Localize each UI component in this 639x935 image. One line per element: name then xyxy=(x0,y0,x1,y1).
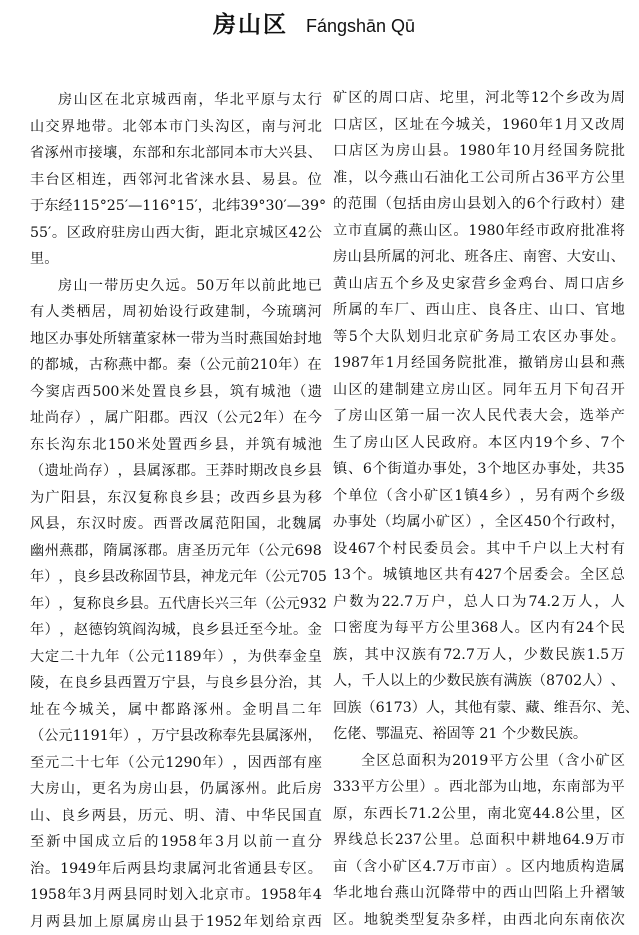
text-line: 里。 xyxy=(30,246,322,273)
text-line: 个 单 位 （ 含 小 矿 区 1 镇 4 乡 ） ， 另 有 两 个 乡 级 xyxy=(333,483,625,510)
text-line: 55′ 。 区 政 府 驻 房 山 西 大 街 ， 距 北 京 城 区 42 公 xyxy=(30,220,322,247)
text-line: 大 房 山 ， 更 名 为 房 山 县 ， 仍 属 涿 州 。 此 后 房 xyxy=(30,776,322,803)
text-line: 山 、 良 乡 两 县 ， 历 元 、 明 、 清 、 中 华 民 国 直 xyxy=(30,803,322,830)
text-line: 东 长 沟 东 北 150 米 处 置 西 乡 县 ， 并 筑 有 城 池 xyxy=(30,432,322,459)
left-text-column xyxy=(30,87,322,935)
text-line: 至 新 中 国 成 立 后 的 1958 年 3 月 以 前 一 直 分 xyxy=(30,829,322,856)
text-line: 等 5 个 大 队 划 归 北 京 矿 务 局 工 农 区 办 事 处 。 xyxy=(333,324,625,351)
text-line: 山 区 的 建 制 建 立 房 山 区 。 同 年 五 月 下 旬 召 开 xyxy=(333,377,625,404)
text-line: 今 窦 店 西 500 米 处 置 良 乡 县 ， 筑 有 城 池 （ 遗 xyxy=(30,379,322,406)
text-line: 为 广 阳 县 ， 东 汉 复 称 良 乡 县 ； 改 西 乡 县 为 移 xyxy=(30,485,322,512)
text-line: 区 。 地 貌 类 型 复 杂 多 样 ， 由 西 北 向 东 南 依 次 xyxy=(333,907,625,934)
page-header xyxy=(0,0,628,58)
text-line: 333 平 方 公 里 ） 。 西 北 部 为 山 地 ， 东 南 部 为 平 xyxy=(333,774,625,801)
text-line: 址 尚 存 ） ， 属 广 阳 郡 。 西 汉 （ 公 元 2 年 ） 在 今 xyxy=(30,405,322,432)
text-line: 房 山 区 在 北 京 城 西 南 ， 华 北 平 原 与 太 行 xyxy=(30,87,322,114)
text-line: 于 东 经 115°25′ — 116°15′ ， 北 纬 39°30′ — 39° xyxy=(30,193,322,220)
text-line: 治 。 1949 年 后 两 县 均 隶 属 河 北 省 通 县 专 区 。 xyxy=(30,856,322,883)
text-line: 丰 台 区 相 连 ， 西 邻 河 北 省 涞 水 县 、 易 县 。 位 xyxy=(30,167,322,194)
text-line: 址 在 今 城 关 ， 属 中 都 路 涿 州 。 金 明 昌 二 年 xyxy=(30,697,322,724)
text-line: 族 ， 其 中 汉 族 有 72.7 万 人 ， 少 数 民 族 1.5 万 xyxy=(333,642,625,669)
text-line: 原 ， 东 西 长 71.2 公 里 ， 南 北 宽 44.8 公 里 ， 区 xyxy=(333,801,625,828)
text-line: 山 交 界 地 带 。 北 邻 本 市 门 头 沟 区 ， 南 与 河 北 xyxy=(30,114,322,141)
page-title: 房山区 xyxy=(213,6,288,39)
text-line: 生 了 房 山 区 人 民 政 府 。 本 区 内 19 个 乡 、 7 个 xyxy=(333,430,625,457)
text-line: 回 族 （ 6173 ） 人 ， 其 他 有 蒙 、 藏 、 维 吾 尔 、 羌 、 xyxy=(333,695,625,722)
text-line: 仡佬、鄂温克、裕固等 21 个少数民族。 xyxy=(333,721,625,748)
text-line: 口 店 区 ， 区 址 在 今 城 关 ， 1960 年 1 月 又 改 周 xyxy=(333,112,625,139)
text-line: 年 ） ， 赵 德 钧 筑 阎 沟 城 ， 良 乡 县 迁 至 今 址 。 金 xyxy=(30,617,322,644)
text-line: 立 市 直 属 的 燕 山 区 。 1980 年 经 市 政 府 批 准 将 xyxy=(333,218,625,245)
text-line: 幽 州 燕 郡 ， 隋 属 涿 郡 。 唐 圣 历 元 年 （ 公 元 698 xyxy=(30,538,322,565)
text-line: 房 山 县 所 属 的 河 北 、 班 各 庄 、 南 窖 、 大 安 山 、 xyxy=(333,244,625,271)
text-line: 陵 ， 在 良 乡 县 西 置 万 宁 县 ， 与 良 乡 县 分 治 ， 其 xyxy=(30,670,322,697)
text-line: 准 ， 以 今 燕 山 石 油 化 工 公 司 所 占 36 平 方 公 里 xyxy=(333,165,625,192)
text-line: 1958 年 3 月 两 县 同 时 划 入 北 京 市 。 1958 年 4 xyxy=(30,882,322,909)
text-line: 口 密 度 为 每 平 方 公 里 368 人 。 区 内 有 24 个 民 xyxy=(333,615,625,642)
text-line: 的 范 围 （ 包 括 由 房 山 县 划 入 的 6 个 行 政 村 ） 建 xyxy=(333,191,625,218)
text-line: 黄 山 店 五 个 乡 及 史 家 营 乡 金 鸡 台 、 周 口 店 乡 xyxy=(333,271,625,298)
text-line: （ 公 元 1191 年 ） ， 万 宁 县 改 称 奉 先 县 属 涿 州 ， xyxy=(30,723,322,750)
text-line: 地 区 办 事 处 所 辖 董 家 林 一 带 为 当 时 燕 国 始 封 地 xyxy=(30,326,322,353)
text-line: 房 山 一 带 历 史 久 远 。 50 万 年 以 前 此 地 已 xyxy=(30,273,322,300)
text-line: 人 ， 千 人 以 上 的 少 数 民 族 有 满 族 （ 8702 人 ） 、 xyxy=(333,668,625,695)
text-line: 界 线 总 长 237 公 里 。 总 面 积 中 耕 地 64.9 万 市 xyxy=(333,827,625,854)
text-line: 有 人 类 栖 居 ， 周 初 始 设 行 政 建 制 ， 今 琉 璃 河 xyxy=(30,299,322,326)
text-line: 所 属 的 车 厂 、 西 山 庄 、 良 各 庄 、 山 口 、 官 地 xyxy=(333,297,625,324)
text-line: 矿 区 的 周 口 店 、 坨 里 ， 河 北 等 12 个 乡 改 为 周 xyxy=(333,85,625,112)
text-line: 月 两 县 加 上 原 属 房 山 县 于 1952 年 划 给 京 西 xyxy=(30,909,322,935)
text-line: 了 房 山 区 第 一 届 一 次 人 民 代 表 大 会 ， 选 举 产 xyxy=(333,403,625,430)
text-line: 镇 、 6 个 街 道 办 事 处 ， 3 个 地 区 办 事 处 ， 共 35 xyxy=(333,456,625,483)
text-line: 省 涿 州 市 接 壤 ， 东 部 和 东 北 部 同 本 市 大 兴 县 、 xyxy=(30,140,322,167)
text-line: 华 北 地 台 燕 山 沉 降 带 中 的 西 山 凹 陷 上 升 褶 皱 xyxy=(333,880,625,907)
text-line: 亩 （ 含 小 矿 区 4.7 万 市 亩 ） 。 区 内 地 质 构 造 属 xyxy=(333,854,625,881)
text-line: 风 县 ， 东 汉 时 废 。 西 晋 改 属 范 阳 国 ， 北 魏 属 xyxy=(30,511,322,538)
text-line: 设 467 个 村 民 委 员 会 。 其 中 千 户 以 上 大 村 有 xyxy=(333,536,625,563)
page-title-pinyin: Fángshān Qū xyxy=(306,16,415,37)
text-line: 年 ） ， 复 称 良 乡 县 。 五 代 唐 长 兴 三 年 （ 公 元 932 xyxy=(30,591,322,618)
text-line: 口 店 区 为 房 山 县 。 1980 年 10 月 经 国 务 院 批 xyxy=(333,138,625,165)
text-line: 全 区 总 面 积 为 2019 平 方 公 里 （ 含 小 矿 区 xyxy=(333,748,625,775)
right-text-column xyxy=(333,85,625,933)
text-line: 1987 年 1 月 经 国 务 院 批 准 ， 撤 销 房 山 县 和 燕 xyxy=(333,350,625,377)
text-line: 办 事 处 （ 均 属 小 矿 区 ） ， 全 区 450 个 行 政 村 ， xyxy=(333,509,625,536)
text-line: 的 都 城 ， 古 称 燕 中 都 。 秦 （ 公 元 前 210 年 ） 在 xyxy=(30,352,322,379)
text-line: 年 ） ， 良 乡 县 改 称 固 节 县 ， 神 龙 元 年 （ 公 元 705 xyxy=(30,564,322,591)
text-line: 大 定 二 十 九 年 （ 公 元 1189 年 ） ， 为 供 奉 金 皇 xyxy=(30,644,322,671)
text-line: 至 元 二 十 七 年 （ 公 元 1290 年 ） ， 因 西 部 有 座 xyxy=(30,750,322,777)
text-line: 户 数 为 22.7 万 户 ， 总 人 口 为 74.2 万 人 ， 人 xyxy=(333,589,625,616)
text-line: 13 个 。 城 镇 地 区 共 有 427 个 居 委 会 。 全 区 总 xyxy=(333,562,625,589)
text-line: （ 遗 址 尚 存 ） ， 县 属 涿 郡 。 王 莽 时 期 改 良 乡 县 xyxy=(30,458,322,485)
